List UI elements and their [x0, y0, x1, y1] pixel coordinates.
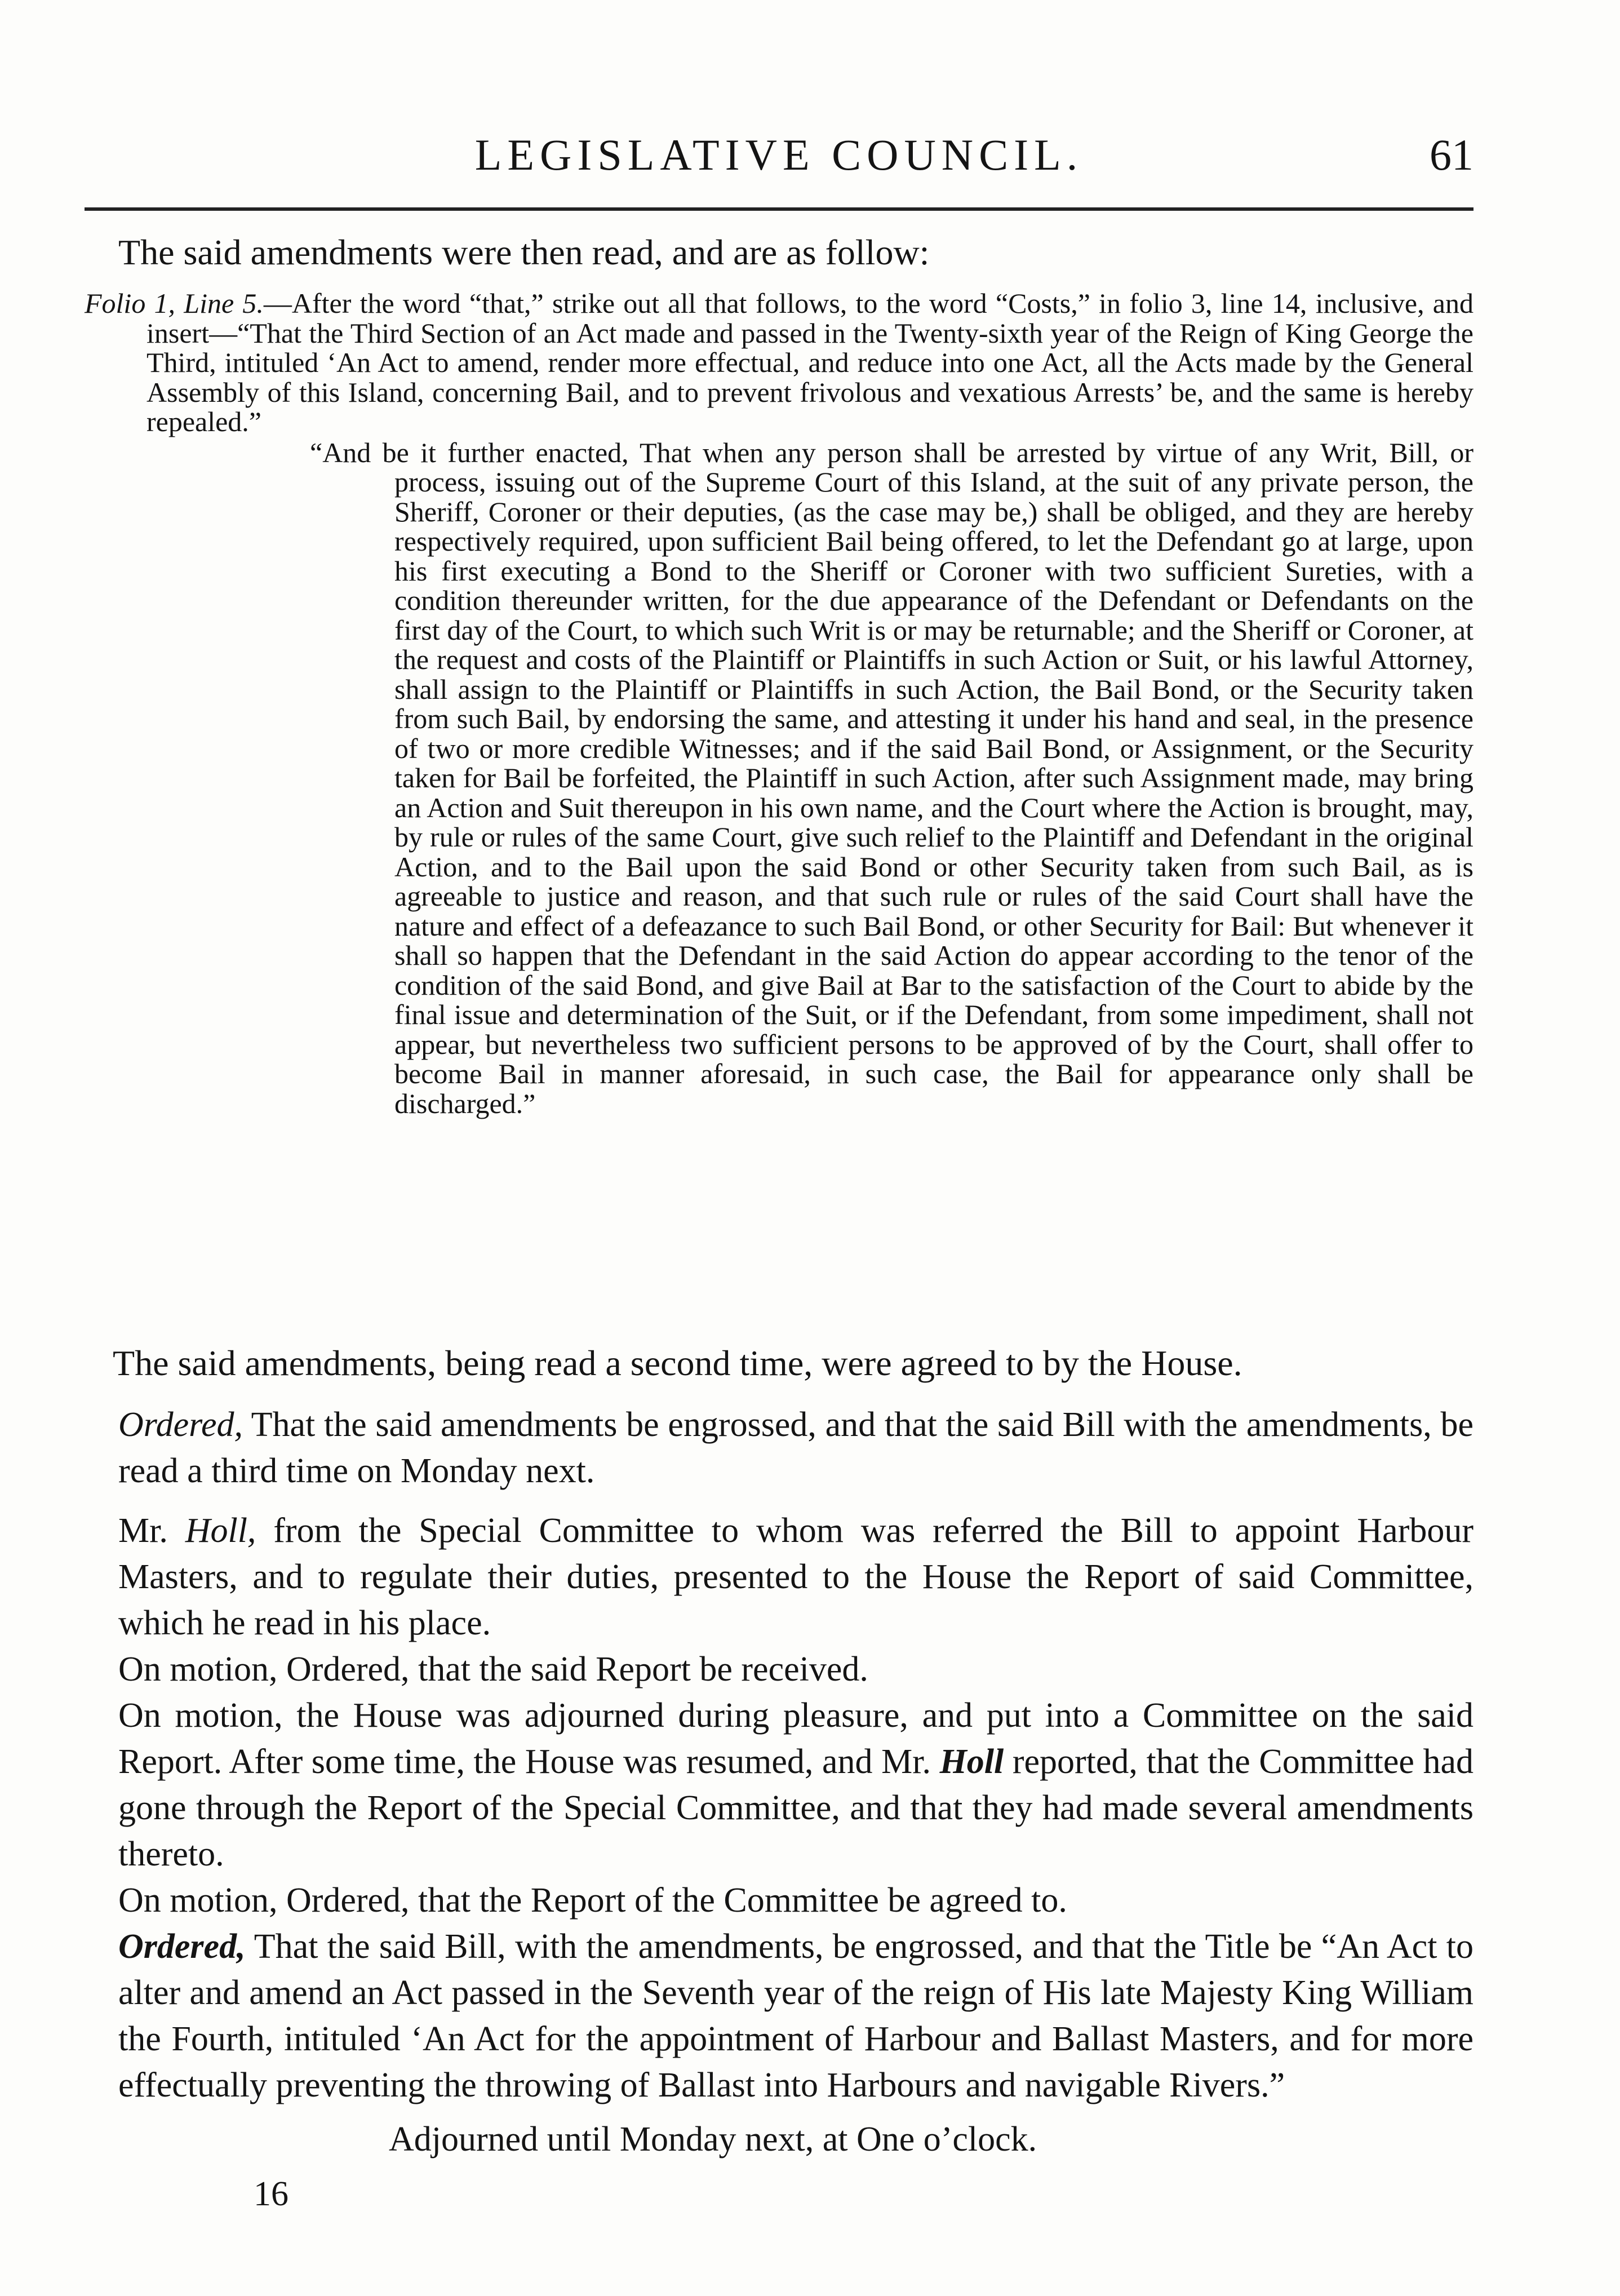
running-title: LEGISLATIVE COUNCIL. — [474, 130, 1084, 179]
harbour-text-3a: On motion, the House was adjourned during pleasure, and put into a Committee on the said Report. After some time, the House was resumed, and Mr. — [118, 1696, 1473, 1781]
harbour-text-1: from the Special Committee to whom was referred the Bill to appoint Harbour Masters, and to regulate their duties, presented to the House the Report of said Committee, which he read in his place. — [118, 1512, 1473, 1642]
harbour-paragraph-4: On motion, Ordered, that the Report of the Committee be agreed to. — [118, 1881, 1067, 1920]
amendment-text-1: —After the word “that,” strike out all that follows, to the word “Costs,” in folio 3, line 14, inclusive, and insert—“That the Third Section of an Act made and passed in the Twenty-sixth year of the Reign of King George the Third, intituled ‘An Act to amend, render more effectual, and reduce into one Act, all the Acts made by the General Assembly of this Island, concerning Bail, and to prevent frivolous and vexatious Arrests’ be, and the same is hereby repealed.” — [147, 287, 1473, 437]
amendment-paragraph-2 — [310, 438, 1473, 1119]
ordered-label: Ordered, — [118, 1406, 243, 1444]
ordered-paragraph — [118, 1402, 1473, 1494]
signature-mark: 16 — [254, 2175, 289, 2213]
amendments-block — [85, 289, 1473, 1118]
page-number: 61 — [1430, 130, 1473, 179]
ordered-label-2: Ordered, — [118, 1927, 246, 1966]
harbour-paragraph-5 — [118, 1923, 1473, 2108]
member-name: Holl, — [185, 1512, 256, 1550]
harbour-paragraph-2: On motion, Ordered, that the said Report be received. — [118, 1650, 868, 1688]
harbour-paragraph-3 — [118, 1692, 1473, 1877]
member-name-2: Holl — [939, 1743, 1004, 1781]
title-mr: Mr. — [118, 1512, 185, 1550]
page-header — [85, 127, 1473, 189]
adjournment-line: Adjourned until Monday next, at One o’clock. — [389, 2120, 1037, 2158]
harbour-text-3b: reported, that the Committee had gone through the Report of the Special Committee, and that they had made several amendments thereto. — [118, 1743, 1473, 1873]
harbour-text-5: That the said Bill, with the amendments, be engrossed, and that the Title be “An Act to alter and amend an Act passed in the Seventh year of the reign of His late Majesty King William the Fourth, intituled ‘An Act for the appointment of Harbour and Ballast Masters, and for more effectually preventing the throwing of Ballast into Harbours and navigable Rivers.” — [118, 1927, 1473, 2104]
ordered-engrossed — [118, 1402, 1473, 1494]
folio-reference: Folio 1, Line 5. — [85, 287, 264, 319]
intro-line: The said amendments were then read, and are as follow: — [118, 232, 930, 272]
amendment-paragraph-1 — [85, 289, 1473, 437]
harbour-paragraph-1 — [118, 1508, 1473, 1646]
header-rule — [85, 207, 1473, 211]
ordered-text: That the said amendments be engrossed, and that the said Bill with the amendments, be read a third time on Monday next. — [118, 1406, 1473, 1490]
second-reading-line: The said amendments, being read a second time, were agreed to by the House. — [113, 1343, 1242, 1383]
amendment-text-2: “And be it further enacted, That when any person shall be arrested by virtue of any Writ, Bill, or process, issuing out of the Supreme Court of this Island, at the suit of any private person, the Sheriff, Coroner or their deputies, (as the case may be,) shall be obliged, and they are hereby respectively required, upon sufficient Bail being offered, to let the Defendant go at large, upon his first executing a Bond to the Sheriff or Coroner with two sufficient Sureties, with a condition thereunder written, for the due appearance of the Defendant or Defendants on the first day of the Court, to which such Writ is or may be returnable; and the Sheriff or Coroner, at the request and costs of the Plaintiff or Plaintiffs in such Action or Suit, or his lawful Attorney, shall assign to the Plaintiff or Plaintiffs in such Action, the Bail Bond, or the Security taken from such Bail, by endorsing the same, and attesting it under his hand and seal, in the presence of two or more credible Witnesses; and if the said Bail Bond, or Assignment, or the Security taken for Bail be forfeited, the Plaintiff in such Action, after such Assignment made, may bring an Action and Suit thereupon in his own name, and the Court where the Action is brought, may, by rule or rules of the same Court, give such relief to the Plaintiff and Defendant in the original Action, and to the Bail upon the said Bond or other Security taken from such Bail, as is agreeable to justice and reason, and that such rule or rules of the said Court shall have the nature and effect of a defeazance to such Bail Bond, or other Security for Bail: But whenever it shall so happen that the Defendant in the said Action do appear according to the tenor of the condition of the said Bond, and give Bail at Bar to the satisfaction of the Court to abide by the final issue and determination of the Suit, or if the Defendant, from some impediment, shall not appear, but nevertheless two sufficient persons to be approved of by the Court, shall offer to become Bail in manner aforesaid, in such case, the Bail for appearance only shall be discharged.” — [310, 436, 1473, 1119]
harbour-masters-section — [118, 1508, 1473, 2108]
